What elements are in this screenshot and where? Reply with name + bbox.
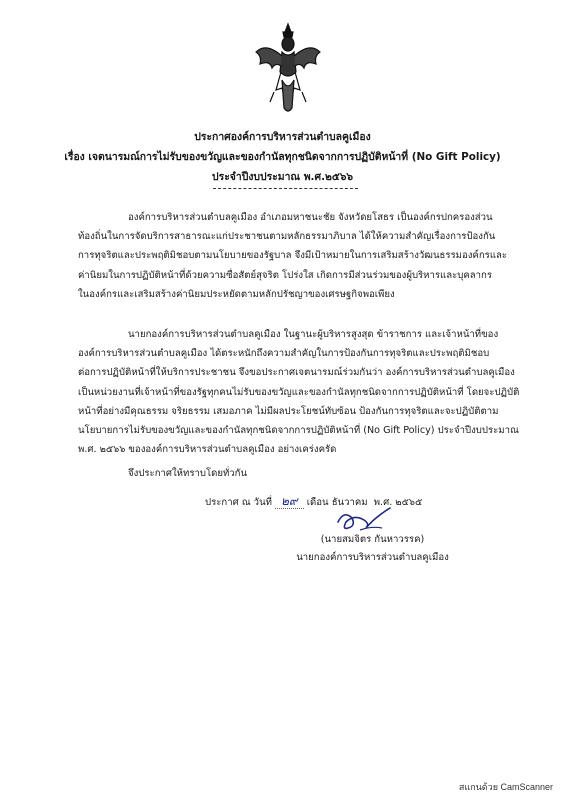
paragraph-line: ค่านิยมในการปฏิบัติหน้าที่ด้วยความซื่อสัตย์สุจริต โปร่งใส เกิดการมีส่วนร่วมของผู้บริหารและบุคลากร bbox=[78, 269, 492, 281]
paragraph-line: นายกองค์การบริหารส่วนตำบลคูเมือง ในฐานะผู้บริหารสูงสุด ข้าราชการ และเจ้าหน้าที่ของ bbox=[128, 329, 499, 340]
fiscal-year-line: ประจำปีงบประมาณ พ.ศ.๒๕๖๖ bbox=[212, 171, 353, 183]
paragraph-line: ต่อการปฏิบัติหน้าที่ให้บริการประชาชน จึงขอประกาศเจตนารมณ์ร่วมกันว่า องค์การบริหารส่วนตำบลคูเมือง bbox=[78, 367, 515, 379]
announcement-title: ประกาศองค์การบริหารส่วนตำบลคูเมือง bbox=[194, 131, 371, 143]
signer-title: นายกองค์การบริหารส่วนตำบลคูเมือง bbox=[296, 552, 449, 563]
month-label: เดือน bbox=[306, 497, 329, 508]
paragraph-line: พ.ศ. ๒๕๖๖ ขององค์การบริหารส่วนตำบลคูเมือง อย่างเคร่งครัด bbox=[78, 444, 337, 456]
garuda-emblem bbox=[252, 22, 324, 118]
month-value: ธันวาคม bbox=[331, 497, 368, 508]
paragraph-1 bbox=[78, 208, 508, 304]
paragraph-line: หน้าที่อย่างมีคุณธรรม จริยธรรม เสมอภาค ไม่มีผลประโยชน์ทับซ้อน ป้องกันการทุจริตและจะปฏิบัติตาม bbox=[78, 405, 499, 417]
paragraph-line: องค์การบริหารส่วนตำบลคูเมือง ได้ตระหนักถึงความสำคัญในการป้องกันการทุจริตและประพฤติมิชอบ bbox=[78, 348, 490, 360]
date-prefix: ประกาศ ณ วันที่ bbox=[205, 497, 272, 508]
header-divider bbox=[213, 188, 358, 189]
paragraph-2 bbox=[78, 325, 520, 459]
paragraph-line: ท้องถิ่นในการจัดบริการสาธารณะแก่ประชาชนตามหลักธรรมาภิบาล ได้ให้ความสำคัญเรื่องการป้องกัน bbox=[78, 231, 496, 243]
paragraph-line: ในองค์กรและเสริมสร้างค่านิยมประหยัดตามหลักปรัชญาของเศรษฐกิจพอเพียง bbox=[78, 288, 395, 300]
scanner-watermark: สแกนด้วย CamScanner bbox=[458, 782, 553, 792]
paragraph-line: นโยบายการไม่รับของขวัญและของกำนัลทุกชนิดจากการปฏิบัติหน้าที่ (No Gift Policy) ประจำปีงบประมาณ bbox=[78, 425, 519, 437]
handwritten-day: ๒๙ bbox=[275, 494, 304, 509]
paragraph-line: องค์การบริหารส่วนตำบลคูเมือง อำเภอมหาชนะชัย จังหวัดยโสธร เป็นองค์กรปกครองส่วน bbox=[128, 212, 493, 223]
year-value: พ.ศ. ๒๕๖๕ bbox=[373, 497, 423, 508]
announcement-subject: เรื่อง เจตนารมณ์การไม่รับของขวัญและของกำนัลทุกชนิดจากการปฏิบัติหน้าที่ (No Gift Policy) bbox=[64, 151, 501, 163]
paragraph-line: การทุจริตและประพฤติมิชอบตามนโยบายของรัฐบาล จึงมีเป้าหมายในการเสริมสร้างวัฒนธรรมองค์กรและ bbox=[78, 250, 508, 262]
announce-line: จึงประกาศให้ทราบโดยทั่วกัน bbox=[128, 468, 248, 479]
signer-name: (นายสมจิตร กันหาวรรค) bbox=[320, 534, 425, 545]
paragraph-line: เป็นหน่วยงานที่เจ้าหน้าที่ของรัฐทุกคนไม่รับของขวัญและของกำนัลทุกชนิดจากการปฏิบัติหน้าที่ โดยจะปฏิบัติ bbox=[78, 386, 520, 398]
